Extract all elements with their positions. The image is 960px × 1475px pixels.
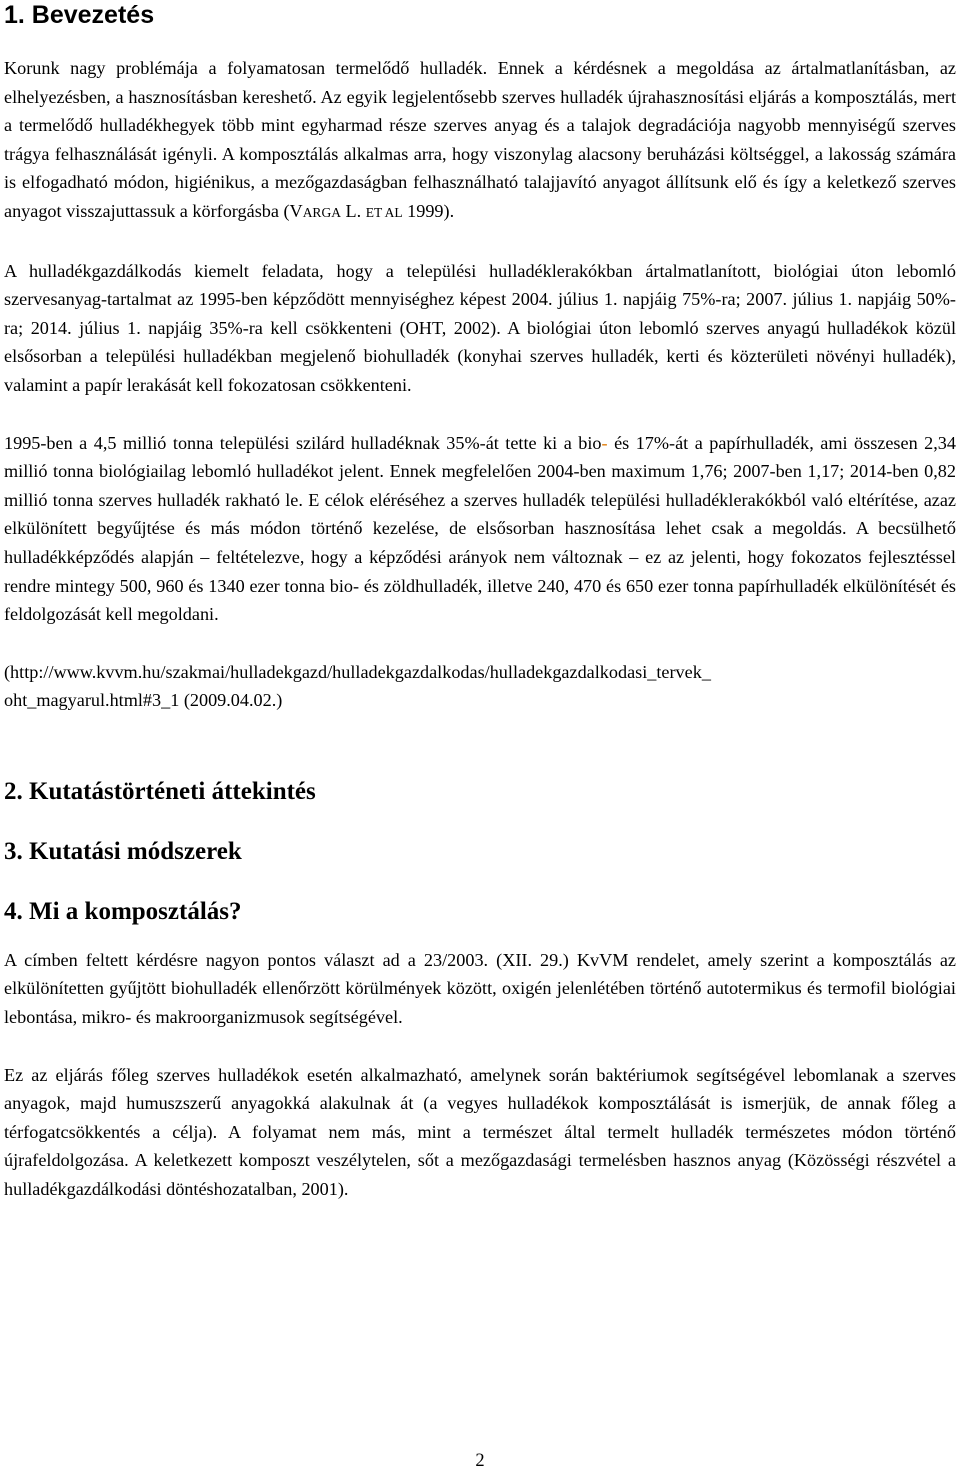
- intro-paragraph-3-start: 1995-ben a 4,5 millió tonna települési szilárd hulladéknak 35%-át tette ki a bio: [4, 432, 602, 453]
- paragraph-gap: [4, 629, 956, 658]
- section-gap: [4, 807, 956, 837]
- section-4-heading: 4. Mi a komposztálás?: [4, 897, 242, 925]
- intro-paragraph-1: [4, 54, 956, 228]
- section-gap: [4, 867, 956, 897]
- source-url-line-2: oht_magyarul.html#3_1 (2009.04.02.): [4, 690, 283, 711]
- author-initial: L.: [340, 200, 366, 221]
- document-page: [4, 0, 956, 1204]
- composting-definition-paragraph: A címben feltett kérdésre nagyon pontos választ ad a 23/2003. (XII. 29.) KvVM rendelet, amely szerint a komposztálás az elkülönítetten gyűjtött biohulladék ellenőrzött körülmények között, oxigén jelenlétében történő autotermikus és termofil biológiai lebontása, mikro- és makroorganizmusok segítségével.: [4, 949, 956, 1028]
- intro-paragraph-3-rest: és 17%-át a papírhulladék, ami összesen 2,34 millió tonna biológiailag lebomló hulladékot jelent. Ennek megfelelően 2004-ben maximum 1,76; 2007-ben 1,17; 2014-ben 0,82 millió tonna szerves hulladék rakható le. E célok eléréséhez a szerves hulladék települési hulladéklerakókból való eltérítése, azaz elkülönített begyűjtése és más módon történő kezelése, de elsősorban hasznosítása lehet csak a megoldás. A becsülhető hulladékképződés alapján – feltételezve, hogy a képződési arányok nem változnak – ez az jelenti, hogy fokozatos fejlesztéssel rendre mintegy 500, 960 és 1340 ezer tonna bio- és zöldhulladék, illetve 240, 470 és 650 ezer tonna papírhulladék elkülönítését és feldolgozását kell megoldani.: [4, 432, 956, 625]
- author-name-smallcaps: ARGA: [302, 204, 341, 220]
- intro-paragraph-1-text: Korunk nagy problémája a folyamatosan termelődő hulladék. Ennek a kérdésnek a megoldása az ártalmatlanításban, az elhelyezésben, a hasznosításban kereshető. Az egyik legjelentősebb szerves hulladék újrahasznosítási eljárás a komposztálás, mert a termelődő hulladékhegyek több mint egyharmad része szerves anyag és a talajok degradációja nagyobb mennyiségű szerves trágya felhasználását igényli. A komposztálás alkalmas arra, hogy viszonylag alacsony beruházási költséggel, a lakosság számára is elfogadható módon, higiénikus, a mezőgazdaságban felhasználható talajjavító anyagot állítsunk elő és így a keletkező szerves anyagot visszajuttassuk a körforgásba (V: [4, 58, 956, 221]
- section-1-heading: 1. Bevezetés: [4, 1, 155, 29]
- composting-process-paragraph: Ez az eljárás főleg szerves hulladékok esetén alkalmazható, amelynek során baktériumok segítségével lebomlanak a szerves anyagok, majd humuszszerű anyagokká alakulnak át (a vegyes hulladékok komposztálását is ismerjük, de annak főleg a térfogatcsökkentés a célja). A folyamat nem más, mint a természet által termelt hulladék természetes módon történő újrafeldolgozása. A keletkezett komposzt veszélytelen, sőt a mezőgazdasági termelésben hasznos anyag (Közösségi részvétel a hulladékgazdálkodási döntéshozatalban, 2001).: [4, 1064, 956, 1200]
- paragraph-gap: [4, 400, 956, 429]
- page-number: 2: [475, 1451, 485, 1471]
- paragraph-gap: [4, 228, 956, 257]
- heading-gap: [4, 927, 956, 946]
- section-3-heading: 3. Kutatási módszerek: [4, 837, 242, 865]
- et-al-smallcaps: ET AL: [365, 204, 403, 220]
- section-2-heading: 2. Kutatástörténeti áttekintés: [4, 777, 316, 805]
- source-reference: [4, 658, 956, 715]
- paragraph-gap: [4, 1032, 956, 1061]
- highlighted-dash: -: [601, 432, 608, 453]
- citation-year: 1999).: [402, 200, 455, 221]
- section-gap: [4, 715, 956, 777]
- intro-paragraph-2: A hulladékgazdálkodás kiemelt feladata, hogy a települési hulladéklerakókban ártalmatlanított, biológiai úton lebomló szervesanyag-tartalmat az 1995-ben képződött mennyiséghez képest 2004. július 1. napjáig 75%-ra; 2007. július 1. napjáig 50%-ra; 2014. július 1. napjáig 35%-ra kell csökkenteni (OHT, 2002). A biológiai úton lebomló szerves anyagú hulladékok közül elsősorban a települési hulladékban megjelenő biohulladék (konyhai szerves hulladék, kerti és közterületi növényi hulladék), valamint a papír lerakását kell fokozatosan csökkenteni.: [4, 260, 956, 395]
- intro-paragraph-3: [4, 429, 956, 629]
- source-url-line-1: (http://www.kvvm.hu/szakmai/hulladekgazd/hulladekgazdalkodas/hulladekgazdalkodasi_tervek_: [4, 661, 711, 682]
